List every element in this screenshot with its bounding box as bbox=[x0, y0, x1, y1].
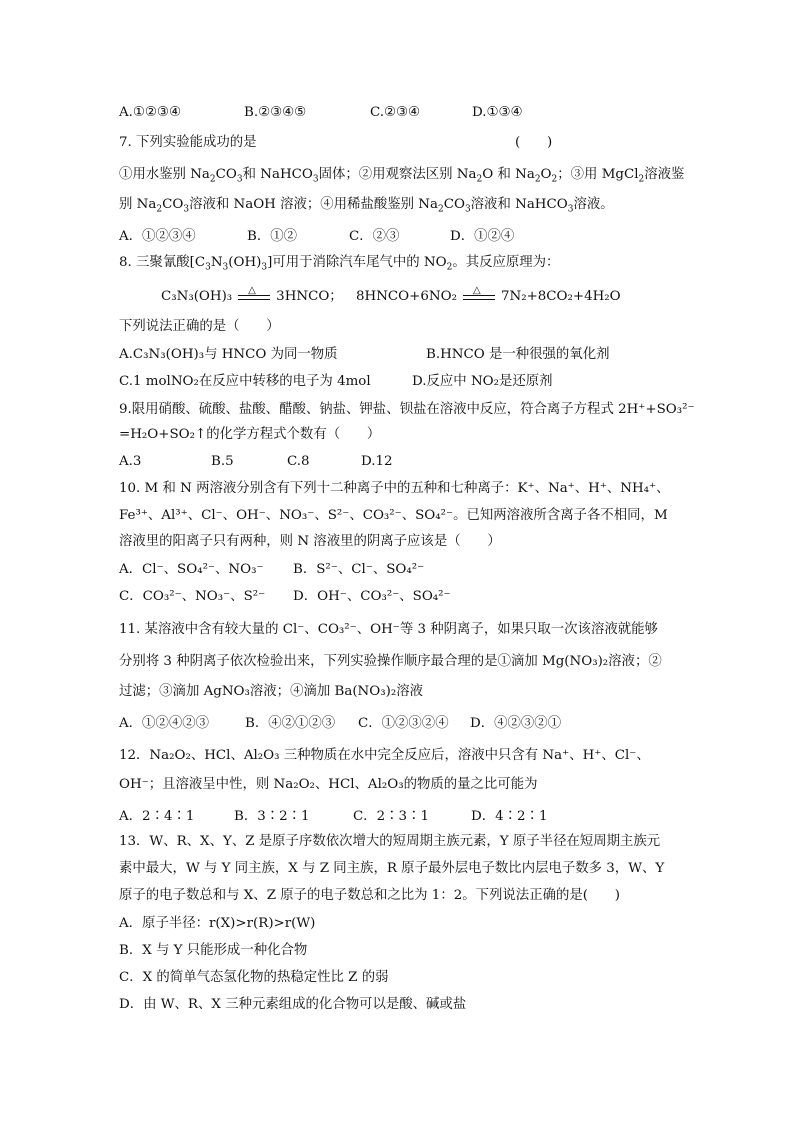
q13-line-3: 原子的电子数总和与 X、Z 原子的电子数总和之比为 1：2。下列说法正确的是( ) bbox=[119, 888, 620, 903]
q9-option-d: D.12 bbox=[361, 454, 393, 469]
q9-line-2: =H₂O+SO₂↑的化学方程式个数有（ ） bbox=[119, 427, 381, 442]
q11-line-1: 11. 某溶液中含有较大量的 Cl⁻、CO₃²⁻、OH⁻等 3 种阴离子，如果只取一次该溶液就能够 bbox=[119, 622, 658, 637]
q7-option-b: B．①② bbox=[247, 229, 298, 244]
q12-option-a: A．2∶4∶1 bbox=[119, 809, 195, 824]
q10-line-1: 10. M 和 N 两溶液分别含有下列十二种离子中的五种和七种离子：K⁺、Na⁺、H⁺、NH₄⁺、 bbox=[119, 481, 670, 496]
q7-option-d: D．①②④ bbox=[450, 229, 515, 244]
q6-option-d: D.①③④ bbox=[472, 105, 523, 120]
q9-line-1: 9.限用硝酸、硫酸、盐酸、醋酸、钠盐、钾盐、钡盐在溶液中反应，符合离子方程式 2H⁺+SO₃²⁻ bbox=[119, 402, 695, 417]
q13-line-2: 素中最大，W 与 Y 同主族，X 与 Z 同主族，R 原子最外层电子数比内层电子数多 3，W、Y bbox=[119, 861, 665, 876]
heating-arrow-1: △ bbox=[238, 290, 270, 304]
q9-option-a: A.3 bbox=[119, 454, 142, 469]
q11-option-b: B．④②①②③ bbox=[245, 716, 336, 731]
q8-option-d: D.反应中 NO₂是还原剂 bbox=[412, 374, 553, 389]
heating-arrow-2: △ bbox=[463, 290, 495, 304]
q10-line-3: 溶液里的阳离子只有两种，则 N 溶液里的阴离子应该是（ ） bbox=[119, 534, 501, 549]
q8-option-a: A.C₃N₃(OH)₃与 HNCO 为同一物质 bbox=[119, 347, 338, 362]
q12-option-d: D．4∶2∶1 bbox=[471, 809, 548, 824]
q9-option-c: C.8 bbox=[287, 454, 310, 469]
q11-line-2: 分别将 3 种阴离子依次检验出来，下列实验操作顺序最合理的是①滴加 Mg(NO₃)₂溶液；② bbox=[119, 654, 662, 669]
q10-line-2: Fe³⁺、Al³⁺、Cl⁻、OH⁻、NO₃⁻、S²⁻、CO₃²⁻、SO₄²⁻。已知两溶液所含离子各不相同，M bbox=[119, 508, 668, 523]
q8-stem: 8. 三聚氰酸$[C_3N_3(OH)_3]$可用于消除汽车尾气中的 $NO_2$。其反应原理为： bbox=[119, 255, 560, 273]
q11-option-c: C．①②③②④ bbox=[358, 716, 449, 731]
q11-line-3: 过滤；③滴加 AgNO₃溶液；④滴加 Ba(NO₃)₂溶液 bbox=[119, 684, 423, 699]
q9-option-b: B.5 bbox=[211, 454, 234, 469]
q13-line-1: 13．W、R、X、Y、Z 是原子序数依次增大的短周期主族元素，Y 原子半径在短周期主族元 bbox=[119, 834, 661, 849]
q8-option-b: B.HNCO 是一种很强的氧化剂 bbox=[426, 347, 610, 362]
q12-line-1: 12．Na₂O₂、HCl、Al₂O₃ 三种物质在水中完全反应后，溶液中只含有 Na⁺、H⁺、Cl⁻、 bbox=[119, 748, 650, 763]
q10-option-a: A．Cl⁻、SO₄²⁻、NO₃⁻ bbox=[119, 562, 264, 577]
q10-option-c: C．CO₃²⁻、NO₃⁻、S²⁻ bbox=[119, 589, 266, 604]
q8-equation-1: C₃N₃(OH)₃ △ 3HNCO； bbox=[161, 284, 343, 304]
q7-option-a: A．①②③④ bbox=[119, 229, 196, 244]
q7-stem: 7. 下列实验能成功的是 bbox=[119, 135, 257, 150]
q10-option-d: D．OH⁻、CO₃²⁻、SO₄²⁻ bbox=[293, 589, 451, 604]
q6-option-a: A.①②③④ bbox=[119, 105, 181, 120]
q13-option-b: B．X 与 Y 只能形成一种化合物 bbox=[119, 943, 308, 958]
q6-option-b: B.②③④⑤ bbox=[244, 105, 307, 120]
q11-option-d: D．④②③②① bbox=[470, 716, 562, 731]
q11-option-a: A．①②④②③ bbox=[119, 716, 210, 731]
q7-line-2: 别 $Na_2CO_3$溶液和 NaOH 溶液；④用稀盐酸鉴别 $Na_2CO_3$溶液和 NaHCO$_3$溶液。 bbox=[119, 197, 614, 215]
q12-option-c: C．2∶3∶1 bbox=[353, 809, 429, 824]
q13-option-a: A．原子半径：r(X)>r(R)>r(W) bbox=[119, 916, 316, 931]
q6-option-c: C.②③④ bbox=[370, 105, 421, 120]
q7-line-1: ①用水鉴别 $Na_2CO_3$和 NaHCO$_3$固体；②用观察法区别 $Na_2O$ 和 $Na_2O_2$；③用 MgCl$_2$溶液鉴 bbox=[119, 167, 685, 185]
q8-option-c: C.1 molNO₂在反应中转移的电子为 4mol bbox=[119, 374, 371, 389]
q13-option-c: C．X 的简单气态氢化物的热稳定性比 Z 的弱 bbox=[119, 970, 389, 985]
q12-option-b: B．3∶2∶1 bbox=[234, 809, 310, 824]
q7-option-c: C．②③ bbox=[349, 229, 400, 244]
q8-prompt: 下列说法正确的是（ ） bbox=[119, 319, 280, 334]
q13-option-d: D．由 W、R、X 三种元素组成的化合物可以是酸、碱或盐 bbox=[119, 997, 467, 1012]
q8-equation-2: 8HNCO+6NO₂ △ 7N₂+8CO₂+4H₂O bbox=[356, 284, 621, 304]
q7-answer-paren: ( ) bbox=[515, 135, 553, 150]
q12-line-2: OH⁻；且溶液呈中性，则 Na₂O₂、HCl、Al₂O₃的物质的量之比可能为 bbox=[119, 777, 538, 792]
q10-option-b: B．S²⁻、Cl⁻、SO₄²⁻ bbox=[293, 562, 425, 577]
